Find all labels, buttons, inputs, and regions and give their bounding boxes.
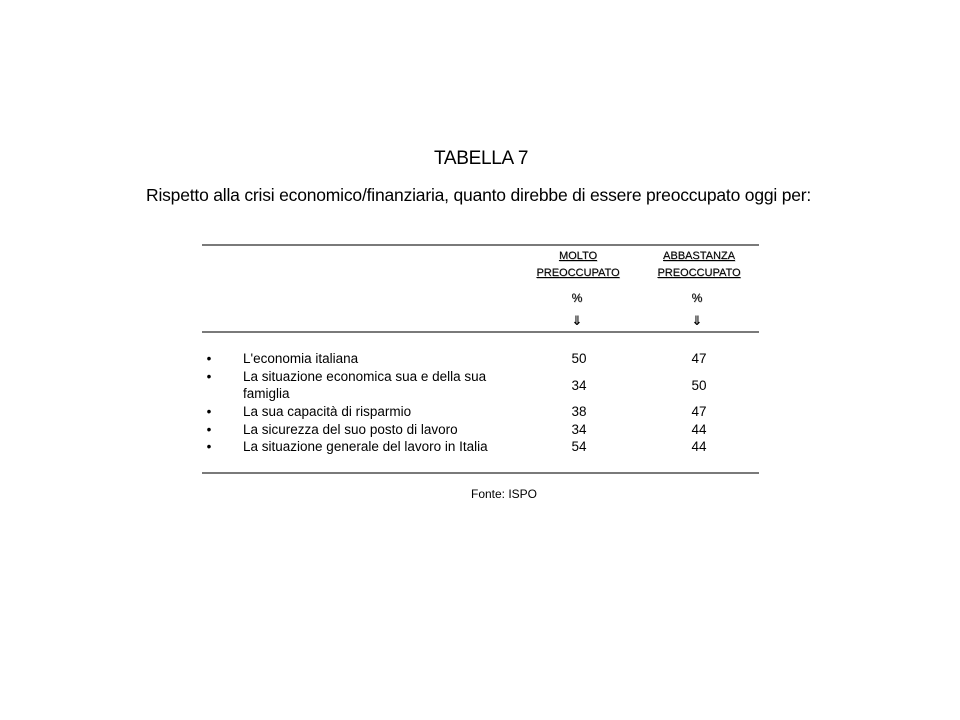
value-molto: 50: [571, 351, 587, 366]
top-rule: [202, 244, 759, 246]
column-header-line: ABBASTANZA: [663, 250, 735, 262]
value-molto: 34: [571, 378, 587, 393]
row-label: La situazione generale del lavoro in Italia: [243, 439, 488, 454]
column-header-line: PREOCCUPATO: [536, 267, 620, 279]
value-molto: 38: [571, 404, 587, 419]
row-label: L'economia italiana: [243, 351, 359, 366]
value-abbastanza: 47: [691, 404, 707, 419]
bullet-icon: •: [206, 404, 212, 419]
table-row: [202, 368, 759, 402]
bullet-icon: •: [206, 369, 212, 384]
row-label: La situazione economica sua e della sua famiglia: [243, 369, 487, 401]
table-number: TABELLA 7: [434, 148, 529, 169]
value-abbastanza: 47: [691, 351, 707, 366]
value-abbastanza: 50: [691, 378, 707, 393]
unit-percent: %: [691, 291, 703, 305]
unit-percent: %: [571, 291, 583, 305]
bullet-icon: •: [206, 439, 212, 454]
value-molto: 34: [571, 422, 587, 437]
table-source: Fonte: ISPO: [470, 487, 538, 501]
value-abbastanza: 44: [691, 439, 707, 454]
column-header-abbastanza: [644, 248, 754, 282]
value-abbastanza: 44: [691, 422, 707, 437]
bottom-rule: [202, 472, 759, 474]
column-header-line: MOLTO: [558, 250, 598, 262]
column-header-line: PREOCCUPATO: [657, 267, 741, 279]
table-question: Rispetto alla crisi economico/finanziaria, quanto direbbe di essere preoccupato oggi per:: [146, 185, 812, 205]
down-arrow-icon: ⇓: [571, 313, 583, 328]
bullet-icon: •: [206, 422, 212, 437]
row-label: La sicurezza del suo posto di lavoro: [243, 422, 458, 437]
column-header-molto: [523, 248, 633, 282]
header-rule: [202, 331, 759, 333]
row-label: La sua capacità di risparmio: [243, 404, 412, 419]
down-arrow-icon: ⇓: [691, 313, 703, 328]
bullet-icon: •: [206, 351, 212, 366]
value-molto: 54: [571, 439, 587, 454]
